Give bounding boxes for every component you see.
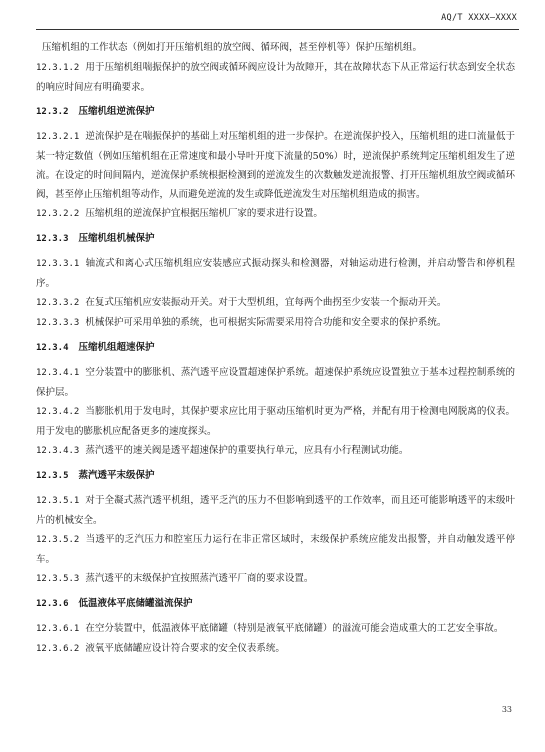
clause-text: 当膨胀机用于发电时，其保护要求应比用于驱动压缩机时更为严格，并配有用于检测电网脱离的仪表。用于发电的膨胀机应配备更多的速度探头。 <box>36 406 515 437</box>
clause-text: 在复式压缩机应安装振动开关。对于大型机组，宜每两个曲拐至少安装一个振动开关。 <box>85 297 447 308</box>
clause-text: 液氧平底储罐应设计符合要求的安全仪表系统。 <box>85 643 285 654</box>
section-title: 压缩机组机械保护 <box>78 233 155 244</box>
clause-text: 机械保护可采用单独的系统，也可根据实际需要采用符合功能和安全要求的保护系统。 <box>85 317 447 328</box>
clause-number: 12.3.3.1 <box>36 259 80 269</box>
section-heading-12-3-2 <box>36 102 515 122</box>
clause-number: 12.3.2.1 <box>36 132 80 142</box>
clause-text: 用于压缩机组喘振保护的放空阀或循环阀应设计为故障开，其在故障状态下从正常运行状态到安全状态的响应时间应有明确要求。 <box>36 62 515 93</box>
section-number: 12.3.4 <box>36 343 69 353</box>
clause-text: 蒸汽透平的末级保护宜按照蒸汽透平厂商的要求设置。 <box>85 573 314 584</box>
clause-12-3-2-2 <box>36 204 515 224</box>
section-title: 压缩机组逆流保护 <box>78 106 155 117</box>
clause-12-3-4-3 <box>36 441 515 461</box>
clause-text: 蒸汽透平的速关阀是透平超速保护的重要执行单元，应具有小行程测试功能。 <box>85 445 409 456</box>
clause-number: 12.3.2.2 <box>36 209 80 219</box>
clause-12-3-6-2 <box>36 639 515 659</box>
section-number: 12.3.2 <box>36 107 69 117</box>
clause-12-3-3-2 <box>36 293 515 313</box>
clause-text: 空分装置中的膨胀机、蒸汽透平应设置超速保护系统。超速保护系统应设置独立于基本过程控制系统的保护层。 <box>36 367 515 398</box>
clause-text: 在空分装置中，低温液体平底储罐（特别是液氧平底储罐）的溢流可能会造成重大的工艺安全事故。 <box>85 623 504 634</box>
clause-12-3-4-2 <box>36 402 515 441</box>
clause-12-3-4-1 <box>36 363 515 402</box>
document-body <box>36 38 515 659</box>
clause-number: 12.3.5.3 <box>36 574 80 584</box>
clause-number: 12.3.5.2 <box>36 535 80 545</box>
section-number: 12.3.6 <box>36 599 69 609</box>
clause-number: 12.3.6.2 <box>36 644 80 654</box>
paragraph: 压缩机组的工作状态（例如打开压缩机组的放空阀、循环阀，甚至停机等）保护压缩机组。 <box>42 42 423 53</box>
document-code-header: AQ/T XXXX—XXXX <box>441 13 517 23</box>
clause-number: 12.3.1.2 <box>36 63 80 73</box>
section-title: 蒸汽透平末级保护 <box>78 470 155 481</box>
page-number: 33 <box>501 705 512 714</box>
clause-text: 对于全凝式蒸汽透平机组，透平乏汽的压力不但影响到透平的工作效率，而且还可能影响透平的末级叶片的机械安全。 <box>36 495 515 526</box>
clause-12-3-3-3 <box>36 313 515 333</box>
section-heading-12-3-4 <box>36 338 515 358</box>
section-number: 12.3.5 <box>36 471 69 481</box>
clause-12-3-2-1 <box>36 127 515 204</box>
header-rule <box>36 29 519 30</box>
clause-12-3-5-1 <box>36 491 515 530</box>
section-title: 低温液体平底储罐溢流保护 <box>78 598 193 609</box>
clause-text: 逆流保护是在喘振保护的基础上对压缩机组的进一步保护。在逆流保护投入，压缩机组的进口流量低于某一特定数值（例如压缩机组在正常速度和最小导叶开度下流量的50%）时，逆流保护系统判定压缩机组发生了逆流。在设定的时间间隔内，逆流保护系统根据检测到的逆流发生的次数触发逆流报警、打开压缩机组放空阀或循环阀，甚至停止压缩机组等动作，从而避免逆流的发生或降低逆流发生对压缩机组造成的损害。 <box>36 131 515 200</box>
clause-number: 12.3.6.1 <box>36 624 80 634</box>
clause-12-3-5-3 <box>36 569 515 589</box>
clause-number: 12.3.3.2 <box>36 298 80 308</box>
clause-number: 12.3.5.1 <box>36 496 80 506</box>
clause-12-3-6-1 <box>36 619 515 639</box>
clause-text: 轴流式和离心式压缩机组应安装感应式振动探头和检测器，对轴运动进行检测，并启动警告和停机程序。 <box>36 258 515 289</box>
clause-12-3-1-2 <box>36 58 515 97</box>
clause-number: 12.3.3.3 <box>36 318 80 328</box>
section-title: 压缩机组超速保护 <box>78 342 155 353</box>
clause-number: 12.3.4.3 <box>36 446 80 456</box>
clause-text: 当透平的乏汽压力和腔室压力运行在非正常区域时，末级保护系统应能发出报警，并自动触发透平停车。 <box>36 534 515 565</box>
clause-12-3-3-1 <box>36 254 515 293</box>
section-number: 12.3.3 <box>36 234 69 244</box>
clause-number: 12.3.4.1 <box>36 368 80 378</box>
section-heading-12-3-3 <box>36 229 515 249</box>
section-heading-12-3-6 <box>36 594 515 614</box>
clause-number: 12.3.4.2 <box>36 407 80 417</box>
clause-text: 压缩机组的逆流保护宜根据压缩机厂家的要求进行设置。 <box>85 208 323 219</box>
section-heading-12-3-5 <box>36 466 515 486</box>
clause-12-3-5-2 <box>36 530 515 569</box>
